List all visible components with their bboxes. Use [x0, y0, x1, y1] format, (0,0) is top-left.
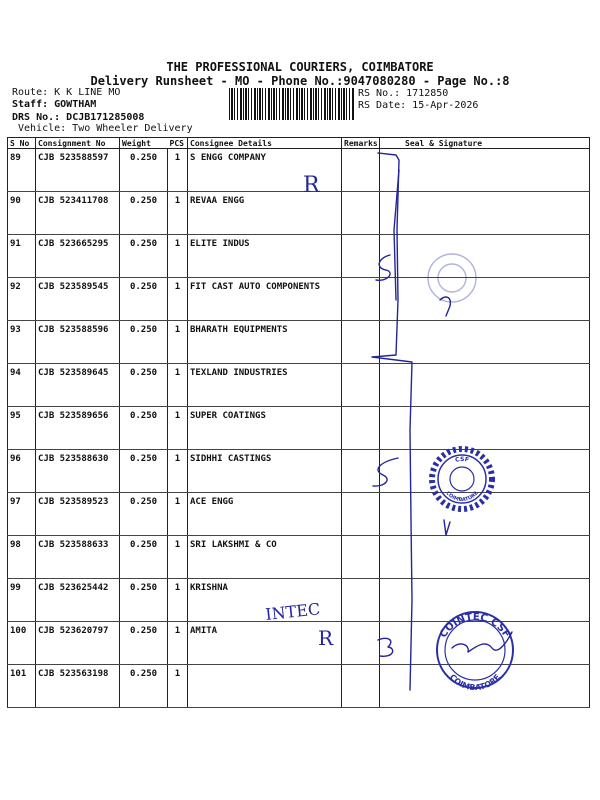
row-consignee: ACE ENGG: [188, 493, 342, 536]
row-pcs: 1: [168, 364, 188, 407]
row-consignee: TEXLAND INDUSTRIES: [188, 364, 342, 407]
col-seal: Seal & Signature: [380, 138, 590, 149]
row-sno: 90: [8, 192, 36, 235]
row-weight: 0.250: [120, 364, 168, 407]
row-pcs: 1: [168, 278, 188, 321]
row-consignee: AMITA: [188, 622, 342, 665]
row-sno: 101: [8, 665, 36, 708]
signature-scribble: [373, 458, 398, 486]
signature-scribble: [378, 638, 393, 656]
row-consignee: FIT CAST AUTO COMPONENTS: [188, 278, 342, 321]
row-sno: 95: [8, 407, 36, 450]
row-weight: 0.250: [120, 493, 168, 536]
row-sno: 99: [8, 579, 36, 622]
seal-top-text: COINTEC CSF: [438, 611, 512, 640]
round-seal: [437, 612, 513, 692]
handwritten-note: INTEC: [264, 599, 322, 624]
row-pcs: 1: [168, 536, 188, 579]
row-weight: 0.250: [120, 192, 168, 235]
seal-bottom-text: COIMBATORE: [447, 672, 503, 693]
vehicle-label: Vehicle: Two Wheeler Delivery: [18, 123, 193, 134]
row-sno: 97: [8, 493, 36, 536]
small-seal-bottom: COIMBATORE: [444, 490, 480, 504]
faded-stamp: [428, 254, 476, 302]
row-consignment: CJB 523588630: [36, 450, 120, 493]
col-remarks: Remarks: [342, 138, 380, 149]
row-consignment: CJB 523589545: [36, 278, 120, 321]
row-consignee: SIDHHI CASTINGS: [188, 450, 342, 493]
row-weight: 0.250: [120, 278, 168, 321]
gear-seal: [432, 449, 492, 509]
row-pcs: 1: [168, 493, 188, 536]
row-pcs: 1: [168, 192, 188, 235]
col-sno: S No: [8, 138, 36, 149]
row-pcs: 1: [168, 149, 188, 192]
row-sno: 94: [8, 364, 36, 407]
small-seal-top: CSF: [454, 455, 470, 464]
row-sno: 91: [8, 235, 36, 278]
col-pcs: PCS: [168, 138, 188, 149]
row-pcs: 1: [168, 450, 188, 493]
col-consignee: Consignee Details: [188, 138, 342, 149]
row-consignment: CJB 523620797: [36, 622, 120, 665]
col-consignment: Consignment No: [36, 138, 120, 149]
row-consignee: SUPER COATINGS: [188, 407, 342, 450]
runsheet-subtitle: Delivery Runsheet - MO - Phone No.:9047080280 - Page No.:8: [90, 74, 510, 88]
row-weight: 0.250: [120, 450, 168, 493]
row-sno: 100: [8, 622, 36, 665]
row-consignee: SRI LAKSHMI & CO: [188, 536, 342, 579]
route-label: Route: K K LINE MO: [12, 87, 121, 98]
row-consignment: CJB 523589645: [36, 364, 120, 407]
row-consignee: KRISHNA: [188, 579, 342, 622]
rs-date: RS Date: 15-Apr-2026: [358, 100, 479, 111]
row-sno: 96: [8, 450, 36, 493]
row-consignment: CJB 523665295: [36, 235, 120, 278]
row-weight: 0.250: [120, 579, 168, 622]
row-sno: 93: [8, 321, 36, 364]
row-weight: 0.250: [120, 665, 168, 708]
row-weight: 0.250: [120, 407, 168, 450]
row-weight: 0.250: [120, 235, 168, 278]
drs-number: DRS No.: DCJB171285008: [12, 112, 145, 123]
company-title: THE PROFESSIONAL COURIERS, COIMBATORE: [166, 60, 434, 74]
initial-r-top: R: [303, 173, 320, 198]
row-consignment: CJB 523589523: [36, 493, 120, 536]
row-pcs: 1: [168, 579, 188, 622]
row-sno: 89: [8, 149, 36, 192]
col-weight: Weight: [120, 138, 168, 149]
signature-stroke: [444, 520, 450, 535]
rs-number: RS No.: 1712850: [358, 88, 449, 99]
row-weight: 0.250: [120, 149, 168, 192]
row-sno: 92: [8, 278, 36, 321]
row-consignment: CJB 523588633: [36, 536, 120, 579]
row-weight: 0.250: [120, 321, 168, 364]
row-consignee: S ENGG COMPANY: [188, 149, 342, 192]
row-consignment: CJB 523589656: [36, 407, 120, 450]
row-consignment: CJB 523588597: [36, 149, 120, 192]
row-consignment: CJB 523563198: [36, 665, 120, 708]
row-pcs: 1: [168, 321, 188, 364]
row-consignment: CJB 523625442: [36, 579, 120, 622]
row-pcs: 1: [168, 622, 188, 665]
row-consignee: BHARATH EQUIPMENTS: [188, 321, 342, 364]
row-pcs: 1: [168, 407, 188, 450]
staff-label: Staff: GOWTHAM: [12, 99, 97, 110]
row-consignee: REVAA ENGG: [188, 192, 342, 235]
signature-scribble: [376, 255, 390, 280]
row-sno: 98: [8, 536, 36, 579]
initial-r-bottom: R: [318, 626, 334, 650]
row-pcs: 1: [168, 665, 188, 708]
row-consignee: ELITE INDUS: [188, 235, 342, 278]
row-weight: 0.250: [120, 536, 168, 579]
row-weight: 0.250: [120, 622, 168, 665]
signature-stroke: [372, 153, 412, 690]
row-consignment: CJB 523411708: [36, 192, 120, 235]
row-consignment: CJB 523588596: [36, 321, 120, 364]
row-pcs: 1: [168, 235, 188, 278]
